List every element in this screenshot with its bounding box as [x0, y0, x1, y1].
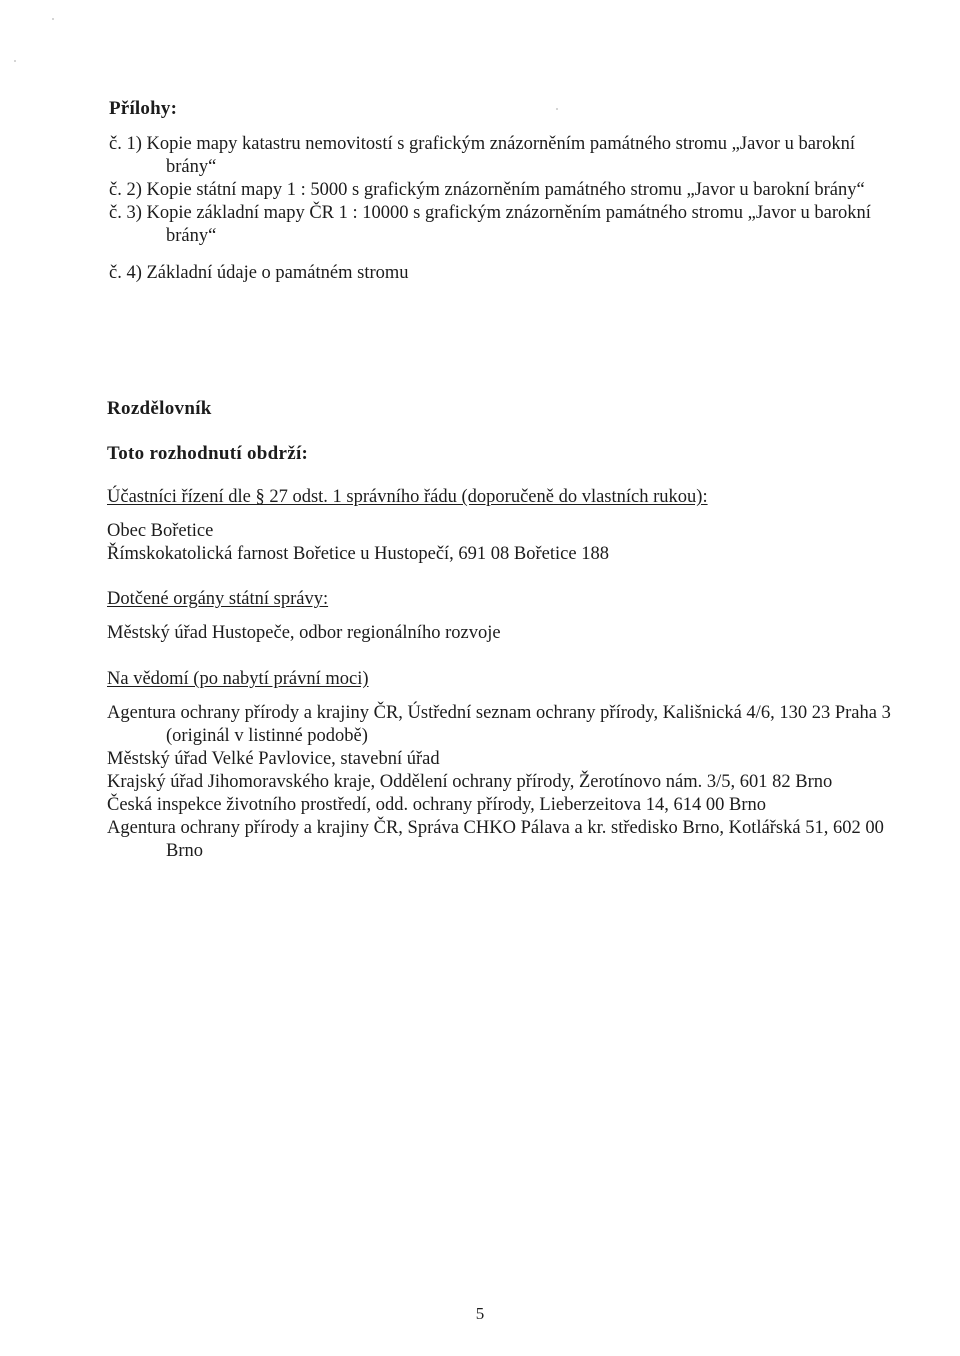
recipient-line: Městský úřad Velké Pavlovice, stavební úřad: [107, 749, 440, 769]
distribution-heading: Rozdělovník: [107, 398, 212, 419]
page-number: 5: [475, 1304, 485, 1323]
recipient-line: Římskokatolická farnost Bořetice u Hustopečí, 691 08 Bořetice 188: [107, 544, 609, 564]
attachment-item: č. 3) Kopie základní mapy ČR 1 : 10000 s grafickým znázorněním památného stromu „Javor u barokní brány“: [109, 203, 871, 246]
recipient-line: Obec Bořetice: [107, 521, 214, 541]
attachments-list: [109, 133, 889, 285]
notice-section: [107, 668, 907, 863]
attachments-heading: Přílohy:: [109, 98, 178, 119]
attachment-item: č. 1) Kopie mapy katastru nemovitostí s grafickým znázorněním památného stromu „Javor u barokní brány“: [109, 134, 855, 177]
notice-title: Na vědomí (po nabytí právní moci): [107, 669, 369, 689]
scan-speck: [14, 60, 16, 62]
authorities-title: Dotčené orgány státní správy:: [107, 589, 329, 609]
recipient-line: Česká inspekce životního prostředí, odd. ochrany přírody, Lieberzeitova 14, 614 00 Brno: [107, 795, 766, 815]
participants-title: Účastníci řízení dle § 27 odst. 1 správního řádu (doporučeně do vlastních rukou):: [107, 487, 708, 507]
authorities-section: [107, 588, 907, 645]
recipient-line: Městský úřad Hustopeče, odbor regionálního rozvoje: [107, 623, 501, 643]
recipients-heading: Toto rozhodnutí obdrží:: [107, 443, 309, 464]
recipient-line: Agentura ochrany přírody a krajiny ČR, Správa CHKO Pálava a kr. středisko Brno, Kotlářská 51, 602 00 Brno: [107, 818, 884, 861]
participants-section: [107, 486, 907, 566]
recipient-line: Agentura ochrany přírody a krajiny ČR, Ústřední seznam ochrany přírody, Kališnická 4/6, 130 23 Praha 3 (originál v listinné podobě): [107, 703, 891, 746]
scan-speck: [556, 108, 558, 110]
scan-speck: [52, 18, 54, 20]
attachment-item: č. 4) Základní údaje o památném stromu: [109, 263, 409, 283]
recipient-line: Krajský úřad Jihomoravského kraje, Oddělení ochrany přírody, Žerotínovo nám. 3/5, 601 82 Brno: [107, 772, 833, 792]
attachment-item: č. 2) Kopie státní mapy 1 : 5000 s grafickým znázorněním památného stromu „Javor u barokní brány“: [109, 180, 865, 200]
